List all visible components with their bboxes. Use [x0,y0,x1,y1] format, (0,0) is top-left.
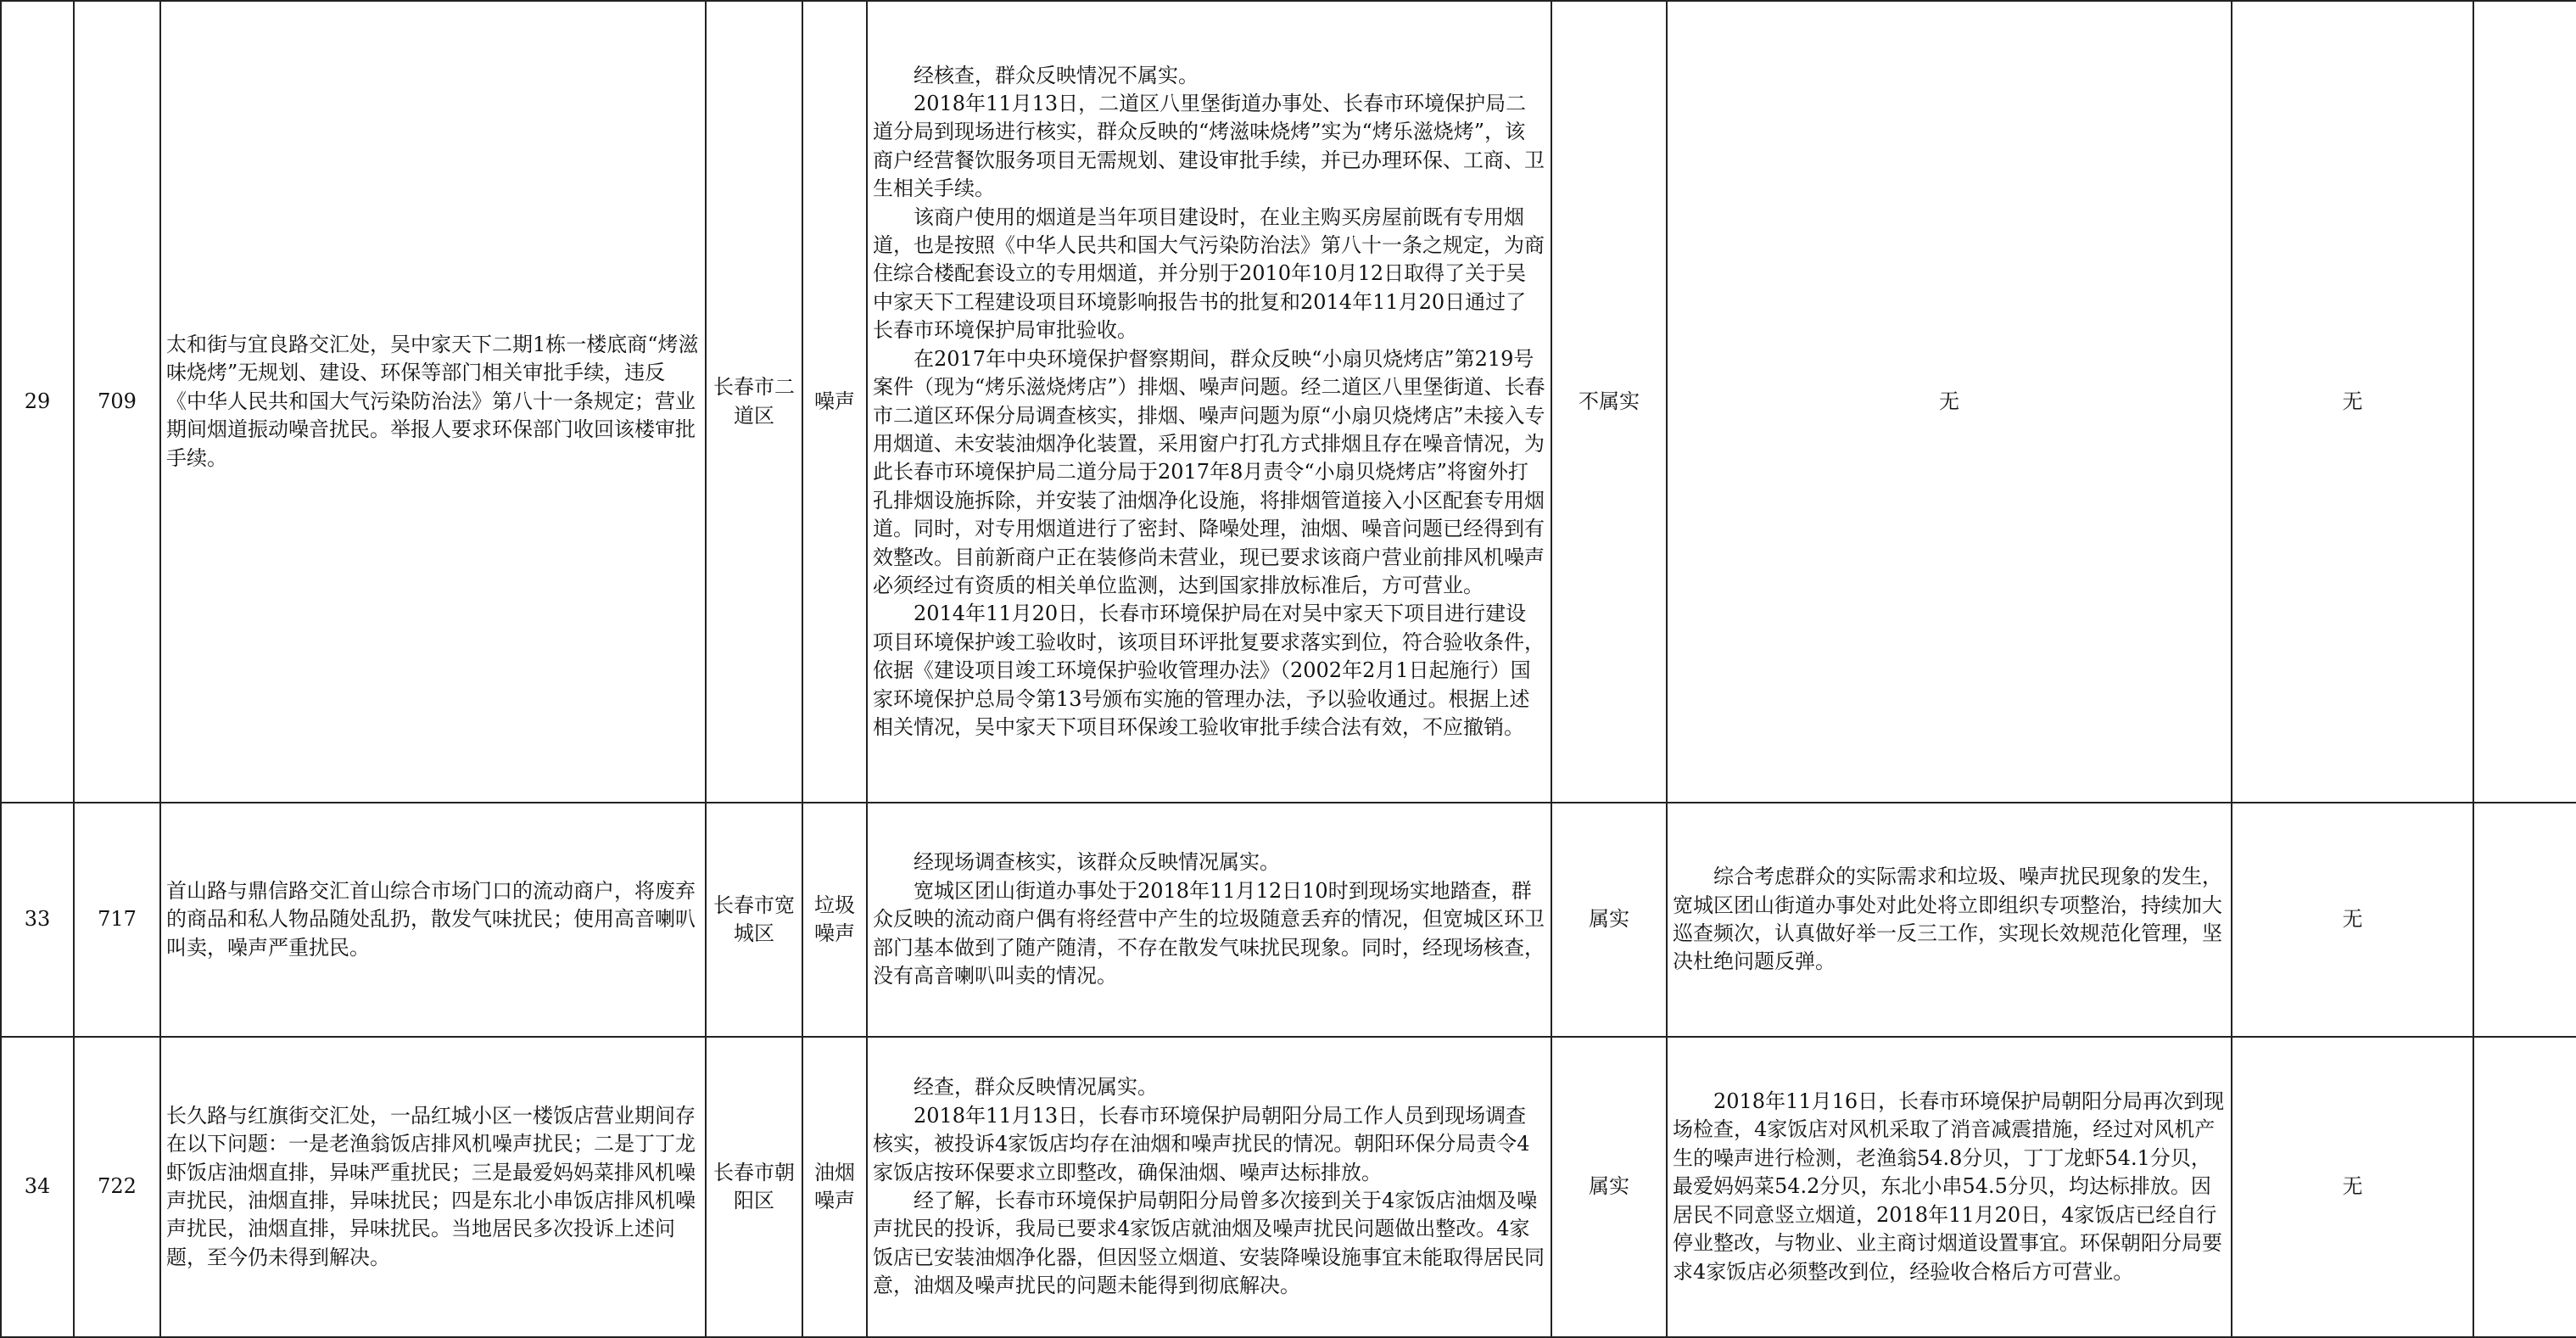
category-cell: 油烟噪声 [802,1037,867,1337]
accountability-cell: 无 [2232,803,2473,1037]
investigation-paragraph: 经查，群众反映情况属实。 [914,1075,1158,1100]
investigation-paragraph: 在2017年中央环境保护督察期间，群众反映“小扇贝烧烤店”第219号案件（现为“烤乐滋烧烤店”）排烟、噪声问题。经二道区八里堡街道、长春市二道区环保分局调查核实，排烟、噪声问题为原“小扇贝烧烤店”未接入专用烟道、未安装油烟净化装置，采用窗户打孔方式排烟且存在噪音情况，为此长春市环境保护局二道分局于2017年8月责令“小扇贝烧烤店”将窗外打孔排烟设施拆除，并安装了油烟净化设施，将排烟管道接入小区配套专用烟道。同时，对专用烟道进行了密封、降噪处理，油烟、噪音问题已经得到有效整改。目前新商户正在装修尚未营业，现已要求该商户营业前排风机噪声必须经过有资质的相关单位监测，达到国家排放标准后，方可营业。 [873,346,1545,597]
seq-cell: 34 [1,1037,74,1337]
verdict-cell: 属实 [1551,1037,1667,1337]
investigation-paragraph: 2018年11月13日，长春市环境保护局朝阳分局工作人员到现场调查核实，被投诉4家饭店均存在油烟和噪声扰民的情况。朝阳环保分局责令4家饭店按环保要求立即整改，确保油烟、噪声达标排放。 [873,1103,1530,1184]
remark-cell [2473,803,2576,1037]
table-row [1,1,2576,803]
rectification-cell: 无 [1667,1,2232,803]
verdict-cell: 不属实 [1551,1,1667,803]
accountability-cell: 无 [2232,1,2473,803]
investigation-cell [867,803,1551,1037]
investigation-paragraph: 经了解，长春市环境保护局朝阳分局曾多次接到关于4家饭店油烟及噪声扰民的投诉，我局已要求4家饭店就油烟及噪声扰民问题做出整改。4家饭店已安装油烟净化器，但因竖立烟道、安装降噪设施事宜未能取得居民同意，油烟及噪声扰民的问题未能得到彻底解决。 [873,1189,1545,1298]
category-cell: 噪声 [802,1,867,803]
investigation-paragraph: 该商户使用的烟道是当年项目建设时，在业主购买房屋前既有专用烟道，也是按照《中华人民共和国大气污染防治法》第八十一条之规定，为商住综合楼配套设立的专用烟道，并分别于2010年10月12日取得了关于吴中家天下工程建设项目环境影响报告书的批复和2014年11月20日通过了长春市环境保护局审批验收。 [873,204,1545,343]
case-number-cell: 722 [74,1037,160,1337]
district-cell: 长春市朝阳区 [706,1037,802,1337]
remark-cell [2473,1037,2576,1337]
rectification-paragraph: 2018年11月16日，长春市环境保护局朝阳分局再次到现场检查，4家饭店对风机采取了消音减震措施，经过对风机产生的噪声进行检测，老渔翁54.8分贝，丁丁龙虾54.1分贝，最爱妈妈菜54.2分贝，东北小串54.5分贝，均达标排放。因居民不同意竖立烟道，2018年11月20日，4家饭店已经自行停业整改，与物业、业主商讨烟道设置事宜。环保朝阳分局要求4家饭店必须整改到位，经验收合格后方可营业。 [1673,1089,2225,1284]
table-row [1,1037,2576,1337]
complaint-cell: 太和街与宜良路交汇处，吴中家天下二期1栋一楼底商“烤滋味烧烤”无规划、建设、环保等部门相关审批手续，违反《中华人民共和国大气污染防治法》第八十一条规定；营业期间烟道振动噪音扰民。举报人要求环保部门收回该楼审批手续。 [160,1,706,803]
investigation-paragraph: 2014年11月20日，长春市环境保护局在对吴中家天下项目进行建设项目环境保护竣工验收时，该项目环评批复要求落实到位，符合验收条件，依据《建设项目竣工环境保护验收管理办法》（2002年2月1日起施行）国家环境保护总局令第13号颁布实施的管理办法，予以验收通过。根据上述相关情况，吴中家天下项目环保竣工验收审批手续合法有效，不应撤销。 [873,602,1545,739]
investigation-cell [867,1037,1551,1337]
accountability-cell: 无 [2232,1037,2473,1337]
case-number-cell: 717 [74,803,160,1037]
case-number-cell: 709 [74,1,160,803]
investigation-paragraph: 经核查，群众反映情况不属实。 [914,63,1199,87]
investigation-paragraph: 2018年11月13日，二道区八里堡街道办事处、长春市环境保护局二道分局到现场进行核实，群众反映的“烤滋味烧烤”实为“烤乐滋烧烤”，该商户经营餐饮服务项目无需规划、建设审批手续，并已办理环保、工商、卫生相关手续。 [873,92,1545,201]
seq-cell: 33 [1,803,74,1037]
rectification-cell [1667,1037,2232,1337]
rectification-cell [1667,803,2232,1037]
remark-cell [2473,1,2576,803]
investigation-paragraph: 宽城区团山街道办事处于2018年11月12日10时到现场实地踏查，群众反映的流动商户偶有将经营中产生的垃圾随意丢弃的情况，但宽城区环卫部门基本做到了随产随清，不存在散发气味扰民现象。同时，经现场核查，没有高音喇叭叫卖的情况。 [873,878,1545,988]
investigation-paragraph: 经现场调查核实，该群众反映情况属实。 [914,850,1280,875]
seq-cell: 29 [1,1,74,803]
investigation-cell [867,1,1551,803]
category-cell: 垃圾噪声 [802,803,867,1037]
district-cell: 长春市宽城区 [706,803,802,1037]
complaint-cell: 首山路与鼎信路交汇首山综合市场门口的流动商户，将废弃的商品和私人物品随处乱扔，散发气味扰民；使用高音喇叭叫卖，噪声严重扰民。 [160,803,706,1037]
complaint-cell: 长久路与红旗街交汇处，一品红城小区一楼饭店营业期间存在以下问题：一是老渔翁饭店排风机噪声扰民；二是丁丁龙虾饭店油烟直排，异味严重扰民；三是最爱妈妈菜排风机噪声扰民，油烟直排，异味扰民；四是东北小串饭店排风机噪声扰民，油烟直排，异味扰民。当地居民多次投诉上述问题，至今仍未得到解决。 [160,1037,706,1337]
verdict-cell: 属实 [1551,803,1667,1037]
table-row [1,803,2576,1037]
rectification-paragraph: 综合考虑群众的实际需求和垃圾、噪声扰民现象的发生，宽城区团山街道办事处对此处将立即组织专项整治，持续加大巡查频次，认真做好举一反三工作，实现长效规范化管理，坚决杜绝问题反弹。 [1673,865,2222,974]
district-cell: 长春市二道区 [706,1,802,803]
